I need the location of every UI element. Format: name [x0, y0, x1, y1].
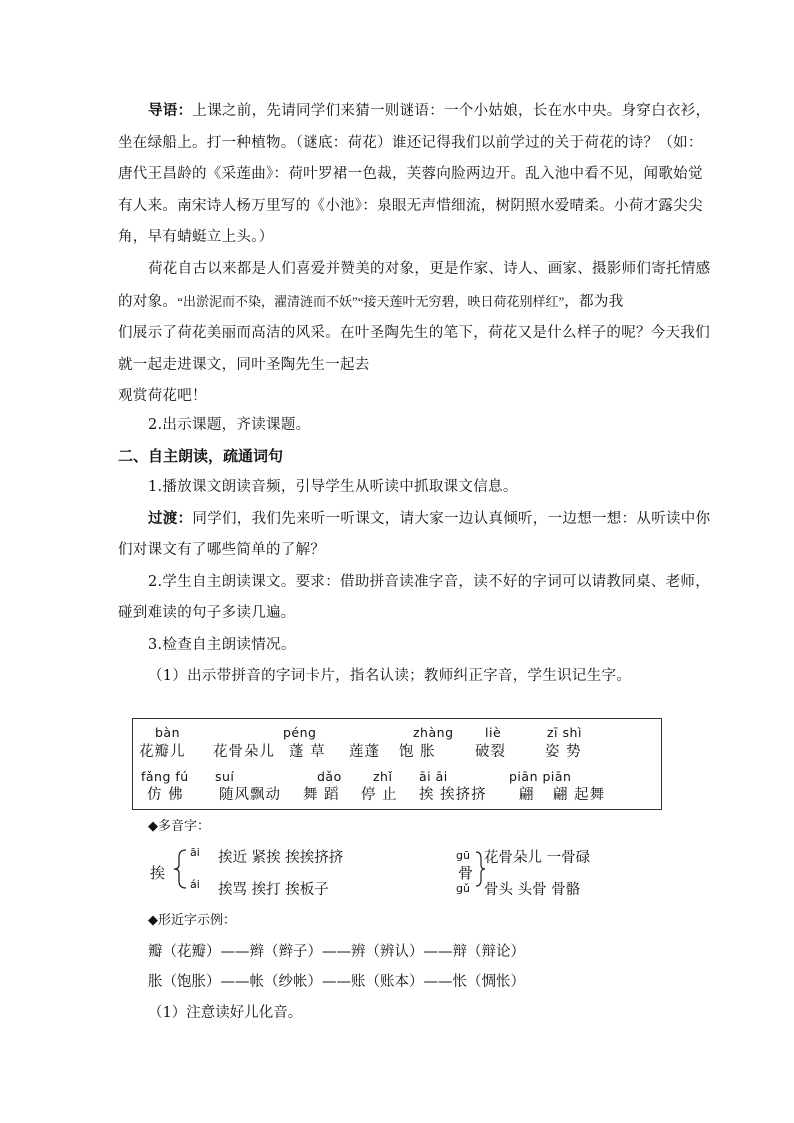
word-fangfu: 仿 佛: [147, 787, 184, 803]
word-suifengpiaodong: 随风飘动: [219, 787, 281, 803]
pinyin-zhi: zhǐ: [373, 769, 393, 784]
pinyin-lie: liè: [485, 725, 502, 740]
intro-label: 导语：: [148, 103, 193, 119]
p2-line-1: 荷花自古以来都是人们喜爱并赞美的对象，更是作家、诗人、画家、摄影师们寄托情感: [148, 261, 711, 277]
pinyin-fangfu: fǎng fú: [141, 769, 189, 784]
step-2-text: 2.出示课题，齐读课题。: [148, 417, 311, 433]
ai-pinyin-1: āi: [190, 846, 200, 859]
polyphone-title: ◆多音字：: [148, 819, 210, 834]
section-2-body: [118, 472, 711, 693]
pinyin-ban: bàn: [155, 725, 181, 740]
s2-line-1: 2.学生自主朗读课文。要求：借助拼音读准字音，读不好的字词可以请教同桌、老师，: [148, 573, 711, 590]
gu-words-2: 骨头 头骨 骨骼: [484, 882, 581, 898]
word-baozhang: 饱 胀: [399, 744, 436, 760]
p2-line-4: 就一起走进课文，同叶圣陶先生一起去: [118, 356, 370, 373]
ai-words-1: 挨近 紧挨 挨挨挤挤: [218, 850, 344, 866]
intro-line-3: 唐代王昌龄的《采莲曲》：荷叶罗裙一色裁，芙蓉向脸两边开。乱入池中看不见，闻歌始觉: [118, 166, 703, 182]
word-pian-qiwu: 翩 起舞: [553, 787, 606, 803]
pinyin-peng: péng: [283, 725, 317, 740]
intro-line-5: 角，早有蜻蜓立上头。）: [118, 229, 274, 245]
s2-line-2: 碰到难读的句子多读几遍。: [118, 605, 296, 621]
intro-paragraph: [118, 96, 711, 254]
word-huaguduoer: 花骨朵儿: [213, 744, 275, 760]
gu-words-1: 花骨朵儿 一骨碌: [484, 850, 591, 866]
word-aiaijiji: 挨 挨挤挤: [419, 787, 487, 803]
word-lianpeng: 莲蓬: [349, 744, 380, 760]
polyphone-char-ai: 挨: [150, 864, 166, 882]
transition-line-1: 同学们，我们先来听一听课文，请大家一边认真倾听，一边想一想：从听读中你: [192, 510, 711, 527]
p2-line-3: 们展示了荷花美丽而高洁的风采。在叶圣陶先生的笔下，荷花又是什么样子的呢？今天我们: [118, 325, 710, 341]
p2-line-2b: ，都为我: [564, 293, 624, 310]
word-tingzhi: 停 止: [361, 787, 398, 803]
word-polie: 破裂: [475, 744, 506, 760]
similar-line-1: 瓣（花瓣）——辫（辫子）——辨（辨认）——辩（辩论）: [148, 944, 525, 960]
gu-pinyin-1: gū: [456, 849, 470, 862]
pinyin-zhang: zhàng: [413, 725, 454, 740]
word-wudao: 舞 蹈: [303, 787, 340, 803]
step-2: [118, 410, 678, 442]
transition-label: 过渡：: [148, 510, 193, 527]
word-pian-1: 翩: [519, 787, 535, 803]
ai-pinyin-2: ái: [190, 878, 200, 891]
word-huabaner: 花瓣儿: [139, 744, 186, 760]
pinyin-dao: dǎo: [317, 769, 342, 784]
p2-quote: “出淤泥而不染，濯清涟而不妖”“接天莲叶无穷碧，映日荷花别样红”: [177, 293, 565, 309]
lotus-paragraph: [118, 254, 711, 413]
intro-line-2: 坐在绿船上。打一种植物。（谜底：荷花）谁还记得我们以前学过的关于荷花的诗？（如：: [118, 134, 703, 151]
s1-text: 1.播放课文朗读音频，引导学生从听读中抓取课文信息。: [148, 479, 518, 495]
pinyin-pianpian: piān piān: [509, 769, 572, 784]
p2-line-2a: 的对象。: [118, 293, 178, 310]
s3-1-text: （1）出示带拼音的字词卡片，指名认读；教师纠正字音，学生识记生字。: [148, 668, 632, 684]
word-pengcao: 蓬 草: [289, 744, 326, 760]
s3-text: 3.检查自主朗读情况。: [148, 636, 296, 653]
brace-icon: [172, 848, 190, 890]
transition-line-2: 们对课文有了哪些简单的了解？: [118, 542, 326, 558]
gu-pinyin-2: gǔ: [456, 882, 470, 895]
last-line: （1）注意读好儿化音。: [148, 1005, 303, 1021]
pinyin-sui: suí: [215, 769, 235, 784]
polyphone-char-gu: 骨: [458, 864, 474, 882]
p2-line-5: 观赏荷花吧！: [118, 388, 207, 404]
pinyin-word-card: [132, 718, 662, 810]
intro-line-4: 有人来。南宋诗人杨万里写的《小池》：泉眼无声惜细流，树阴照水爱晴柔。小荷才露尖尖: [118, 197, 703, 214]
section-2-heading: 二、自主朗读，疏通词句: [118, 447, 284, 465]
intro-line-1: 上课之前，先请同学们来猜一则谜语：一个小姑娘，长在水中央。身穿白衣衫，: [192, 103, 711, 119]
similar-line-2: 胀（饱胀）——帐（纱帐）——账（账本）——怅（惆怅）: [148, 974, 525, 990]
similar-title: ◆形近字示例：: [148, 913, 236, 928]
pinyin-zishi: zī shì: [547, 725, 582, 740]
word-zishi: 姿 势: [545, 744, 582, 760]
pinyin-aiai: āi āi: [419, 769, 448, 784]
ai-words-2: 挨骂 挨打 挨板子: [218, 882, 329, 898]
